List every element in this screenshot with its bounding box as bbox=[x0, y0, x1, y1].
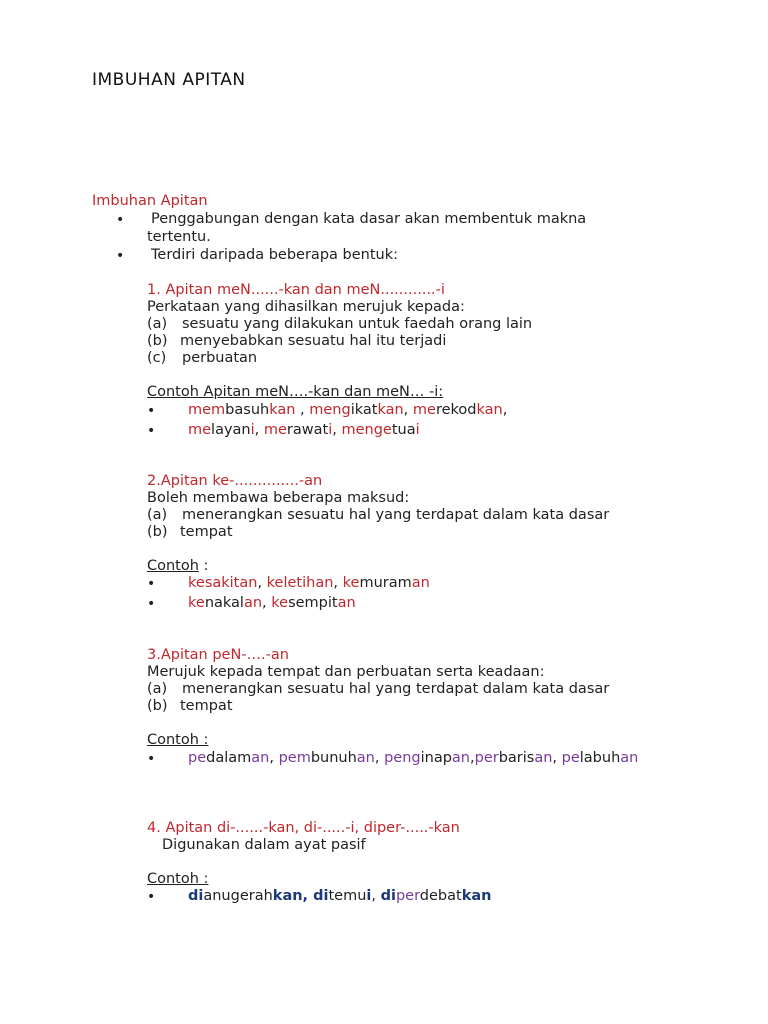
s3-heading: 3.Apitan peN-….-an bbox=[147, 647, 289, 663]
s1-item-b-label: (b) bbox=[147, 333, 168, 349]
s3-example-line-1: pedalaman, pembunuhan, penginapan,perbarisan, pelabuhan bbox=[188, 750, 639, 766]
s1-item-a-label: (a) bbox=[147, 316, 168, 332]
s1-contoh-label: Contoh Apitan meN….-kan dan meN… -i: bbox=[147, 384, 444, 400]
s2-item-b-text: tempat bbox=[180, 524, 233, 540]
s4-contoh-label: Contoh : bbox=[147, 871, 209, 887]
s2-item-a-text: menerangkan sesuatu hal yang terdapat dalam kata dasar bbox=[182, 507, 610, 523]
bullet-icon: • bbox=[147, 596, 156, 612]
s3-item-b-label: (b) bbox=[147, 698, 168, 714]
s2-example-line-2: kenakalan, kesempitan bbox=[188, 595, 356, 611]
s2-contoh-label: Contoh : bbox=[147, 558, 209, 574]
s4-description: Digunakan dalam ayat pasif bbox=[162, 837, 366, 853]
s1-description: Perkataan yang dihasilkan merujuk kepada: bbox=[147, 299, 465, 315]
s2-item-a-label: (a) bbox=[147, 507, 168, 523]
bullet-icon: • bbox=[116, 212, 125, 228]
page-title: IMBUHAN APITAN bbox=[92, 70, 246, 90]
intro-bullet-2: Terdiri daripada beberapa bentuk: bbox=[151, 247, 398, 263]
bullet-icon: • bbox=[147, 576, 156, 592]
s1-example-line-2: melayani, merawati, mengetuai bbox=[188, 422, 420, 438]
section-heading: Imbuhan Apitan bbox=[92, 193, 208, 209]
s1-item-b-text: menyebabkan sesuatu hal itu terjadi bbox=[180, 333, 447, 349]
s1-item-c-text: perbuatan bbox=[182, 350, 258, 366]
s3-item-a-label: (a) bbox=[147, 681, 168, 697]
s1-heading: 1. Apitan meN......-kan dan meN............-i bbox=[147, 282, 445, 298]
s4-heading: 4. Apitan di-......-kan, di-.....-i, diper-.....-kan bbox=[147, 820, 460, 836]
bullet-icon: • bbox=[147, 403, 156, 419]
s1-item-c-label: (c) bbox=[147, 350, 167, 366]
s2-example-line-1: kesakitan, keletihan, kemuraman bbox=[188, 575, 430, 591]
intro-bullet-1-line1: Penggabungan dengan kata dasar akan membentuk makna bbox=[151, 211, 587, 227]
bullet-icon: • bbox=[147, 751, 156, 767]
s2-item-b-label: (b) bbox=[147, 524, 168, 540]
s3-item-b-text: tempat bbox=[180, 698, 233, 714]
bullet-icon: • bbox=[147, 889, 156, 905]
s3-contoh-label: Contoh : bbox=[147, 732, 209, 748]
s2-heading: 2.Apitan ke-..............-an bbox=[147, 473, 323, 489]
s3-item-a-text: menerangkan sesuatu hal yang terdapat dalam kata dasar bbox=[182, 681, 610, 697]
s1-item-a-text: sesuatu yang dilakukan untuk faedah orang lain bbox=[182, 316, 533, 332]
bullet-icon: • bbox=[116, 248, 125, 264]
intro-bullet-1-line2: tertentu. bbox=[147, 229, 211, 245]
bullet-icon: • bbox=[147, 423, 156, 439]
s1-example-line-1: membasuhkan , mengikatkan, merekodkan, bbox=[188, 402, 508, 418]
s3-description: Merujuk kepada tempat dan perbuatan serta keadaan: bbox=[147, 664, 545, 680]
s4-example-line-1: dianugerahkan, ditemui, diperdebatkan bbox=[188, 888, 492, 904]
s2-description: Boleh membawa beberapa maksud: bbox=[147, 490, 410, 506]
